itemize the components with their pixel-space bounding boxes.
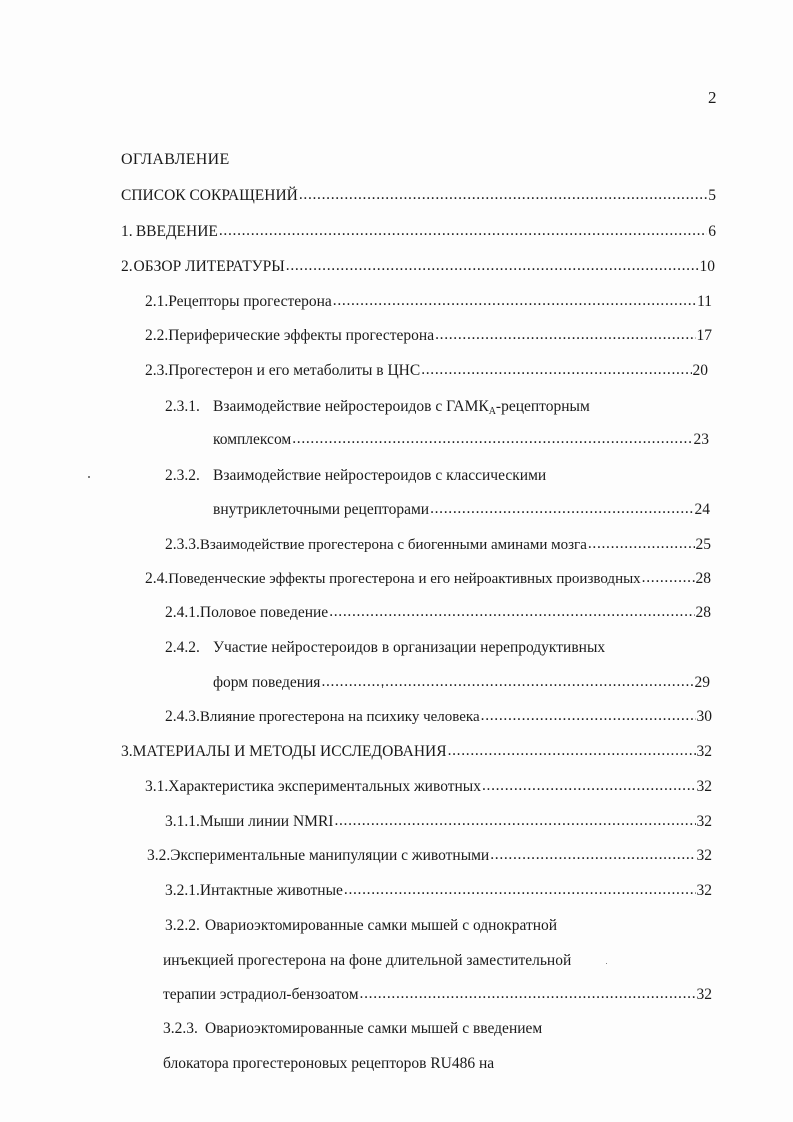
- dot-leader: [482, 776, 696, 796]
- toc-entry-number: 2.4.2.: [165, 639, 200, 656]
- toc-entry-page: 29: [694, 674, 710, 691]
- toc-entry-2-3[interactable]: [145, 361, 708, 381]
- toc-entry-page: 11: [697, 293, 712, 310]
- dot-leader: [435, 325, 695, 345]
- toc-entry-title: Овариоэктомированные самки мышей с однократной: [205, 917, 558, 934]
- dot-leader: [321, 672, 693, 692]
- dot-leader: [430, 499, 693, 519]
- toc-entry-title: СПИСОК СОКРАЩЕНИЙ: [121, 187, 298, 204]
- toc-entry-number: 3.: [121, 743, 133, 760]
- toc-entry-3-2-2-cont2[interactable]: [163, 985, 712, 1005]
- dot-leader: [292, 429, 692, 449]
- toc-entry-number: 2.3.2.: [165, 467, 200, 484]
- toc-entry-title: Рецепторы прогестерона: [168, 293, 332, 310]
- dot-leader: [642, 568, 695, 588]
- toc-entry-title: Характеристика экспериментальных животных: [168, 778, 481, 795]
- toc-entry-2-4[interactable]: [145, 569, 711, 589]
- dot-leader: [481, 706, 696, 726]
- toc-entry-page: 20: [692, 362, 708, 379]
- toc-entry-introduction[interactable]: [121, 222, 716, 242]
- toc-entry-title: Влияние прогестерона на психику человека: [199, 709, 480, 725]
- toc-entry-page: 32: [696, 778, 712, 795]
- toc-entry-page: 32: [696, 847, 712, 864]
- toc-entry-title: Экспериментальные манипуляции с животными: [170, 847, 490, 864]
- toc-entry-3-2-3-cont: [163, 1054, 494, 1074]
- toc-entry-number: 3.2.: [147, 847, 171, 864]
- toc-entry-title: Интактные животные: [199, 882, 343, 899]
- toc-entry-number: 2.3.1.: [165, 398, 200, 415]
- toc-entry-number: 2.3.3.: [165, 536, 200, 553]
- page-number: 2: [708, 88, 717, 107]
- toc-entry-title: МАТЕРИАЛЫ И МЕТОДЫ ИССЛЕДОВАНИЯ: [132, 743, 447, 760]
- toc-entry-title: Половое поведение: [199, 604, 329, 621]
- toc-entry-number: 2.4.3.: [165, 708, 200, 725]
- dot-leader: [334, 811, 695, 831]
- toc-entry-number: 3.2.3.: [163, 1020, 198, 1037]
- toc-entry-2-4-3[interactable]: [165, 707, 712, 727]
- toc-entry-title: Мыши линии NMRI: [199, 813, 334, 830]
- toc-entry-title-suffix: -рецепторным: [495, 398, 590, 415]
- toc-entry-title: блокатора прогестероновых рецепторов RU486 на: [163, 1055, 495, 1072]
- dot-leader: [299, 185, 707, 205]
- toc-entry-title-subscript: A: [488, 406, 496, 417]
- toc-entry-page: 32: [696, 743, 712, 760]
- toc-entry-materials-methods[interactable]: [121, 742, 712, 762]
- toc-entry-number: 1.: [121, 223, 133, 240]
- toc-entry-2-3-1-cont[interactable]: [213, 430, 709, 450]
- toc-entry-title: Взаимодействие нейростероидов с ГАМК: [213, 398, 489, 415]
- toc-entry-page: 30: [696, 708, 712, 725]
- toc-entry-title: комплексом: [213, 431, 292, 448]
- toc-entry-page: 32: [696, 986, 712, 1003]
- toc-entry-2-3-1[interactable]: [165, 397, 590, 419]
- toc-entry-2-3-2-cont[interactable]: [213, 500, 710, 520]
- toc-entry-title: Прогестерон и его метаболиты в ЦНС: [168, 362, 421, 379]
- toc-entry-3-2-2[interactable]: [165, 916, 557, 936]
- scan-speck: [606, 963, 607, 964]
- toc-entry-title: терапии эстрадиол-бензоатом: [163, 986, 359, 1003]
- toc-entry-number: 2.: [121, 258, 133, 275]
- toc-entry-page: 28: [695, 570, 711, 587]
- dot-leader: [219, 221, 707, 241]
- toc-entry-page: 23: [693, 431, 709, 448]
- toc-entry-number: 2.4.1.: [165, 604, 200, 621]
- toc-entry-literature-review[interactable]: [121, 257, 715, 277]
- toc-entry-3-2-1[interactable]: [165, 881, 712, 901]
- toc-entry-2-3-2[interactable]: [165, 466, 546, 486]
- toc-entry-number: 3.2.2.: [165, 917, 200, 934]
- toc-entry-3-1-1[interactable]: [165, 812, 712, 832]
- toc-entry-title: ОБЗОР ЛИТЕРАТУРЫ: [133, 258, 285, 275]
- scan-speck: [382, 686, 383, 688]
- toc-entry-title: ВВЕДЕНИЕ: [135, 223, 218, 240]
- dot-leader: [344, 880, 696, 900]
- toc-entry-abbreviations[interactable]: [121, 186, 716, 206]
- toc-entry-page: 28: [695, 604, 711, 621]
- dot-leader: [448, 741, 696, 761]
- toc-entry-title: Овариоэктомированные самки мышей с введением: [205, 1020, 543, 1037]
- toc-entry-3-2-2-cont: [163, 951, 571, 971]
- dot-leader: [286, 256, 699, 276]
- dot-leader: [490, 845, 695, 865]
- toc-entry-title: форм поведения: [213, 674, 321, 691]
- toc-entry-3-2-3[interactable]: [163, 1019, 542, 1039]
- toc-entry-title: Поведенческие эффекты прогестерона и его нейроактивных производных: [168, 571, 641, 587]
- toc-entry-title: Взаимодействие нейростероидов с классическими: [213, 467, 547, 484]
- toc-entry-page: 32: [696, 882, 712, 899]
- dot-leader: [329, 602, 694, 622]
- toc-entry-page: 6: [708, 223, 716, 240]
- toc-entry-page: 32: [696, 813, 712, 830]
- toc-entry-2-3-3[interactable]: [165, 535, 711, 555]
- dot-leader: [333, 291, 696, 311]
- toc-entry-2-2[interactable]: [145, 326, 712, 346]
- toc-entry-2-4-2[interactable]: [165, 638, 605, 658]
- toc-entry-number: 3.2.1.: [165, 882, 200, 899]
- toc-entry-2-4-1[interactable]: [165, 603, 711, 623]
- toc-entry-3-1[interactable]: [145, 777, 712, 797]
- toc-entry-title: Взаимодействие прогестерона с биогенными аминами мозга: [199, 537, 587, 553]
- scan-speck: [88, 476, 90, 478]
- dot-leader: [421, 360, 691, 380]
- toc-entry-number: 2.4.: [145, 570, 169, 587]
- toc-entry-number: 3.1.1.: [165, 813, 200, 830]
- dot-leader: [588, 534, 695, 554]
- toc-entry-title: внутриклеточными рецепторами: [213, 501, 430, 518]
- toc-entry-title: Участие нейростероидов в организации нерепродуктивных: [213, 639, 606, 656]
- toc-entry-2-4-2-cont[interactable]: [213, 673, 710, 693]
- toc-entry-page: 17: [696, 327, 712, 344]
- toc-entry-number: 2.2.: [145, 327, 169, 344]
- toc-entry-3-2[interactable]: [147, 846, 712, 866]
- toc-entry-title: инъекцией прогестерона на фоне длительной заместительной: [163, 952, 572, 969]
- toc-entry-number: 3.1.: [145, 778, 169, 795]
- toc-entry-page: 10: [699, 258, 715, 275]
- toc-heading: ОГЛАВЛЕНИЕ: [121, 151, 230, 168]
- dot-leader: [360, 984, 696, 1004]
- toc-entry-page: 5: [708, 187, 716, 204]
- toc-entry-number: 2.1.: [145, 293, 169, 310]
- toc-entry-page: 24: [694, 501, 710, 518]
- toc-entry-number: 2.3.: [145, 362, 169, 379]
- toc-entry-title: Периферические эффекты прогестерона: [168, 327, 435, 344]
- toc-entry-page: 25: [695, 536, 711, 553]
- toc-entry-2-1[interactable]: [145, 292, 712, 312]
